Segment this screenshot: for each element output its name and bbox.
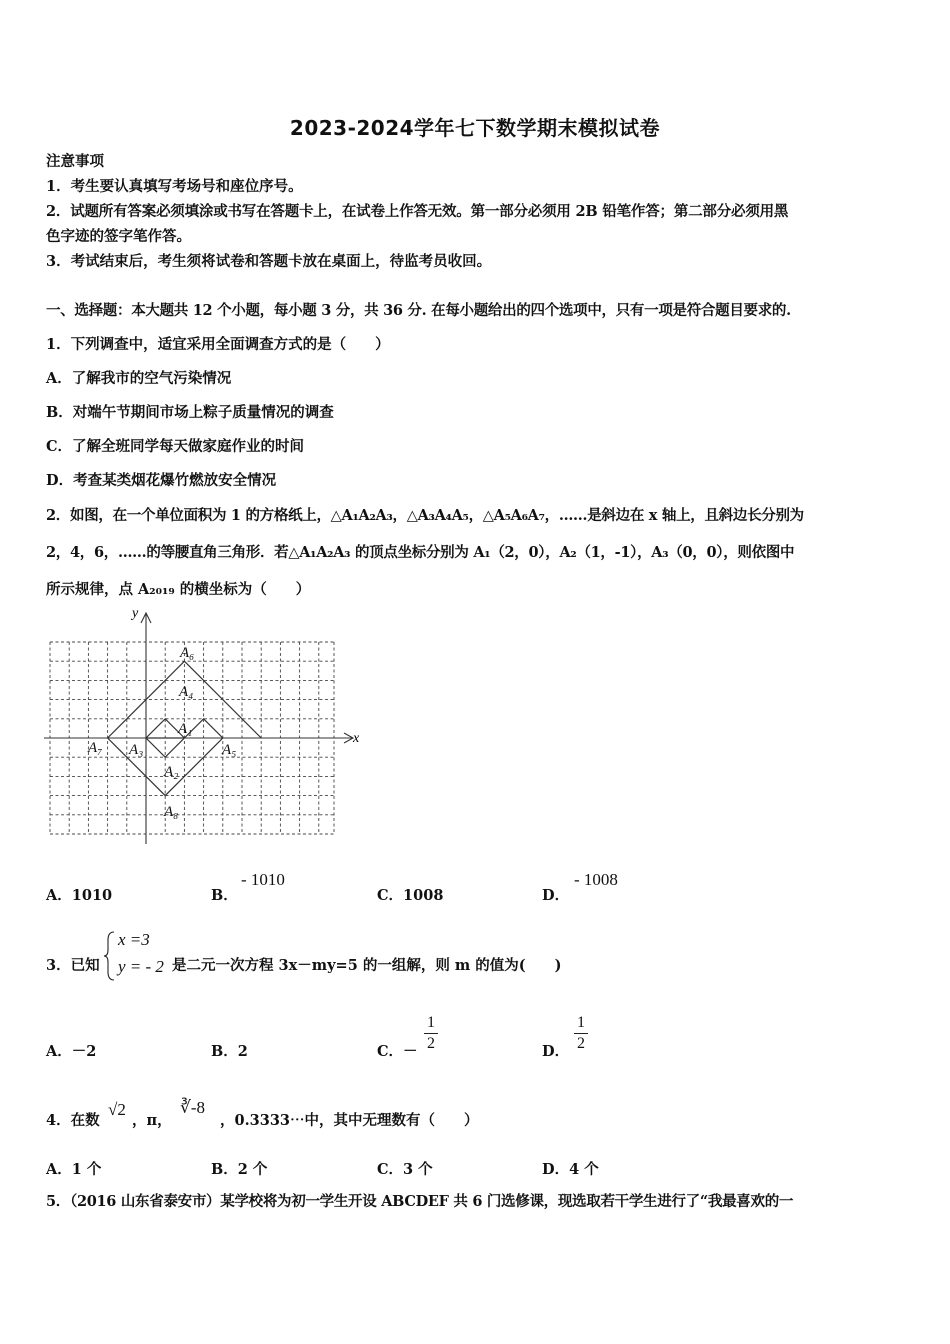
system-brace bbox=[104, 930, 116, 982]
notice-item-1: 1．考生要认真填写考场号和座位序号。 bbox=[46, 178, 303, 195]
question-1-option-a: A．了解我市的空气污染情况 bbox=[46, 370, 232, 387]
question-3-suffix: 是二元一次方程 3x－my=5 的一组解，则 m 的值为( ) bbox=[172, 957, 562, 974]
question-4-suffix: ，0.3333⋯中，其中无理数有（ ） bbox=[220, 1112, 479, 1129]
label-a8: A₈ bbox=[164, 804, 179, 820]
label-a4: A₄ bbox=[179, 684, 194, 700]
question-4-option-a: A．1 个 bbox=[46, 1161, 102, 1178]
notice-item-3: 3．考试结束后，考生须将试卷和答题卡放在桌面上，待监考员收回。 bbox=[46, 253, 492, 270]
question-1-option-c: C．了解全班同学每天做家庭作业的时间 bbox=[46, 438, 305, 455]
coordinate-grid-figure bbox=[40, 604, 370, 849]
question-4-option-d: D．4 个 bbox=[542, 1161, 599, 1178]
question-4-option-c: C．3 个 bbox=[377, 1161, 433, 1178]
system-line-2: y = - 2 bbox=[118, 957, 164, 976]
question-3-prefix: 3．已知 bbox=[46, 957, 100, 974]
question-2-option-a: A．1010 bbox=[46, 887, 113, 904]
axes bbox=[44, 613, 353, 844]
question-2-line-1: 2．如图，在一个单位面积为 1 的方格纸上，△A₁A₂A₃，△A₃A₄A₅，△A₅A₆A₇，……是斜边在 x 轴上，且斜边长分别为 bbox=[46, 507, 804, 524]
x-axis-label: x bbox=[353, 731, 360, 746]
sqrt-2: √2 bbox=[108, 1100, 126, 1119]
question-3-option-a: A．－2 bbox=[46, 1043, 97, 1060]
question-3-option-c: C．－ bbox=[377, 1043, 418, 1060]
label-a1: A₁ bbox=[178, 721, 193, 737]
label-a3: A₃ bbox=[129, 742, 144, 758]
question-4-option-b: B．2 个 bbox=[211, 1161, 268, 1178]
label-a5: A₅ bbox=[222, 742, 237, 758]
question-4-prefix: 4．在数 bbox=[46, 1112, 100, 1129]
section-heading: 一、选择题：本大题共 12 个小题，每小题 3 分，共 36 分. 在每小题给出的四个选项中，只有一项是符合题目要求的. bbox=[46, 302, 791, 319]
question-5-line-1: 5．（2016 山东省泰安市）某学校将为初一学生开设 ABCDEF 共 6 门选修课，现选取若干学生进行了“我最喜欢的一 bbox=[46, 1193, 794, 1210]
question-2-line-3: 所示规律，点 A₂₀₁₉ 的横坐标为（ ） bbox=[46, 581, 311, 598]
question-1-stem: 1．下列调查中，适宜采用全面调查方式的是（ ） bbox=[46, 336, 390, 353]
question-2-option-d-value: - 1008 bbox=[574, 870, 618, 889]
question-3-option-d: D． bbox=[542, 1043, 570, 1060]
question-1-option-d: D．考查某类烟花爆竹燃放安全情况 bbox=[46, 472, 277, 489]
question-1-option-b: B．对端午节期间市场上粽子质量情况的调查 bbox=[46, 404, 334, 421]
label-a7: A₇ bbox=[88, 740, 103, 756]
question-3-option-d-fraction: 1 2 bbox=[574, 1014, 588, 1053]
pi-text: ，π， bbox=[132, 1112, 172, 1129]
notice-item-2: 2．试题所有答案必须填涂或书写在答题卡上，在试卷上作答无效。第一部分必须用 2B 铅笔作答；第二部分必须用黑 bbox=[46, 203, 789, 220]
label-a6: A₆ bbox=[180, 645, 195, 661]
question-2-option-d: D． bbox=[542, 887, 570, 904]
question-3-option-b: B．2 bbox=[211, 1043, 248, 1060]
cube-root-neg-8: ∛-8 bbox=[180, 1098, 205, 1117]
question-2-option-b-value: - 1010 bbox=[241, 870, 285, 889]
question-2-option-b: B． bbox=[211, 887, 238, 904]
notice-heading: 注意事项 bbox=[46, 153, 104, 170]
question-3-option-c-fraction: 1 2 bbox=[424, 1014, 438, 1053]
y-axis-label: y bbox=[132, 606, 139, 621]
label-a2: A₂ bbox=[164, 764, 179, 780]
system-line-1: x =3 bbox=[118, 930, 150, 949]
question-2-line-2: 2，4，6，……的等腰直角三角形．若△A₁A₂A₃ 的顶点坐标分别为 A₁（2，0），A₂（1，-1），A₃（0，0），则依图中 bbox=[46, 544, 795, 561]
notice-item-2-cont: 色字迹的签字笔作答。 bbox=[46, 228, 191, 245]
question-2-option-c: C．1008 bbox=[377, 887, 444, 904]
page-title: 2023-2024学年七下数学期末模拟试卷 bbox=[289, 116, 661, 140]
